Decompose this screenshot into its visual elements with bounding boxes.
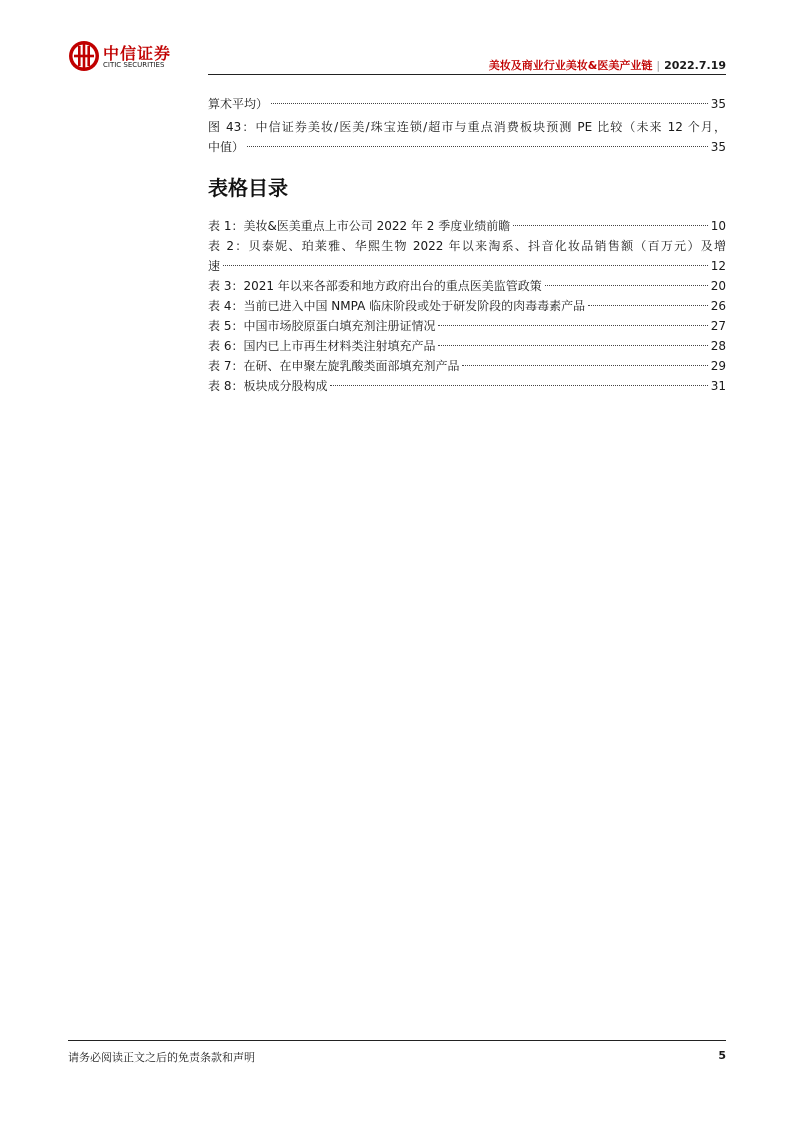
footer-disclaimer: 请务必阅读正文之后的免责条款和声明 — [68, 1051, 255, 1064]
toc-entry-label: 表 5：中国市场胶原蛋白填充剂注册证情况 — [208, 319, 436, 333]
company-logo — [68, 40, 178, 74]
toc-entry-label: 表 4：当前已进入中国 NMPA 临床阶段或处于研发阶段的肉毒毒素产品 — [208, 299, 586, 313]
toc-entry-label: 表 6：国内已上市再生材料类注射填充产品 — [208, 339, 436, 353]
toc-page-number: 35 — [710, 97, 726, 111]
toc-leader-dots — [438, 345, 707, 346]
toc-page-number: 10 — [710, 219, 726, 233]
toc-entry-label: 算术平均） — [208, 97, 269, 111]
figure-toc-entry[interactable] — [208, 95, 726, 113]
toc-leader-dots — [330, 385, 707, 386]
toc-entry-label: 表 1：美妆&医美重点上市公司 2022 年 2 季度业绩前瞻 — [208, 219, 511, 233]
table-toc-entry[interactable] — [208, 377, 726, 395]
toc-page-number: 26 — [710, 299, 726, 313]
toc-page-number: 28 — [710, 339, 726, 353]
toc-entry-label: 中值） — [208, 140, 245, 154]
table-toc-entry[interactable] — [208, 337, 726, 355]
toc-entry-label: 速 — [208, 259, 221, 273]
toc-leader-dots — [271, 103, 708, 104]
toc-leader-dots — [462, 365, 707, 366]
toc-page-number: 20 — [710, 279, 726, 293]
toc-entry-label: 表 7：在研、在申聚左旋乳酸类面部填充剂产品 — [208, 359, 460, 373]
table-toc-entry[interactable] — [208, 317, 726, 335]
report-title: 美妆及商业行业美妆&医美产业链 — [488, 59, 653, 72]
table-toc-entry[interactable] — [208, 357, 726, 375]
toc-page-number: 29 — [710, 359, 726, 373]
toc-entry-label: 表 3：2021 年以来各部委和地方政府出台的重点医美监管政策 — [208, 279, 542, 293]
toc-leader-dots — [247, 146, 708, 147]
table-toc-entry[interactable] — [208, 277, 726, 295]
footer-divider — [68, 1040, 726, 1041]
table-toc-entry[interactable] — [208, 297, 726, 315]
figure-toc-entry[interactable] — [208, 138, 726, 156]
toc-leader-dots — [513, 225, 707, 226]
citic-logo-icon — [68, 40, 100, 72]
toc-page-number: 31 — [710, 379, 726, 393]
toc-leader-dots — [438, 325, 707, 326]
logo-text-en: CITIC SECURITIES — [103, 61, 165, 69]
table-toc-entry[interactable] — [208, 217, 726, 235]
table-toc-entry[interactable] — [208, 257, 726, 275]
figure-toc-entry-line1[interactable]: 图 43：中信证券美妆/医美/珠宝连锁/超市与重点消费板块预测 PE 比较（未来 12 个月， — [208, 120, 726, 134]
toc-leader-dots — [545, 285, 708, 286]
toc-leader-dots — [223, 265, 708, 266]
toc-leader-dots — [588, 305, 708, 306]
header-divider — [208, 74, 726, 75]
toc-page-number: 27 — [710, 319, 726, 333]
toc-page-number: 35 — [710, 140, 726, 154]
logo-text-cn: 中信证券 — [103, 44, 172, 63]
page-number: 5 — [718, 1049, 726, 1062]
header-separator: | — [656, 59, 661, 72]
toc-entry-label: 表 8：板块成分股构成 — [208, 379, 328, 393]
section-title: 表格目录 — [208, 176, 288, 200]
table-toc-entry-line1[interactable]: 表 2：贝泰妮、珀莱雅、华熙生物 2022 年以来淘系、抖音化妆品销售额（百万元）及增 — [208, 239, 726, 253]
report-header — [489, 57, 726, 73]
report-date: 2022.7.19 — [664, 59, 726, 72]
toc-page-number: 12 — [710, 259, 726, 273]
